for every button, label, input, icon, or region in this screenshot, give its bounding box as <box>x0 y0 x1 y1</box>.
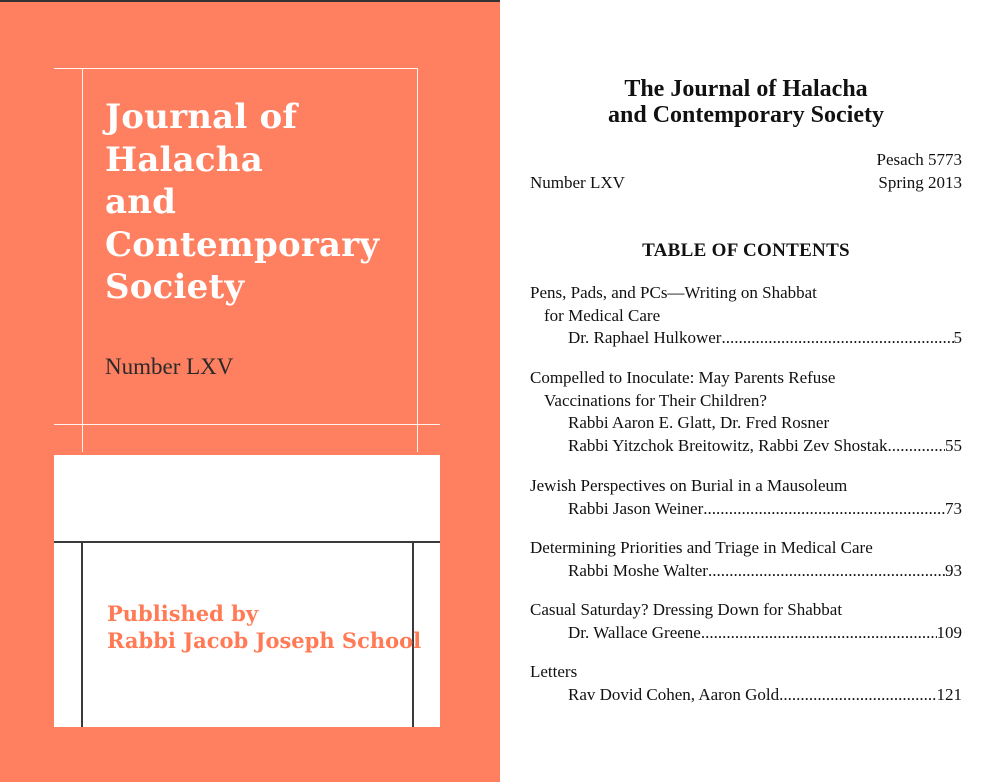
dot-leader <box>703 498 945 521</box>
entry-author: Dr. Wallace Greene <box>568 622 701 642</box>
cover-title-line: Halacha <box>105 139 263 180</box>
entry-author-row <box>530 684 962 707</box>
toc-entry <box>530 537 962 582</box>
toc-entry <box>530 475 962 520</box>
cover-issue-number: Number LXV <box>105 354 234 379</box>
dot-leader <box>721 327 953 350</box>
entry-author: Rabbi Aaron E. Glatt, Dr. Fred Rosner <box>568 413 830 432</box>
entry-author-row <box>530 327 962 350</box>
entry-title-line: Determining Priorities and Triage in Medical Care <box>530 538 873 557</box>
table-of-contents-page <box>500 0 1004 782</box>
dot-leader <box>701 622 937 645</box>
cover-publisher <box>107 600 421 654</box>
entry-page-number: 55 <box>945 435 962 455</box>
issue-number: Number LXV <box>530 173 625 192</box>
journal-cover <box>0 0 500 782</box>
entry-title-line: Compelled to Inoculate: May Parents Refuse <box>530 368 836 387</box>
cover-title-line: Journal of <box>105 97 298 137</box>
cover-panel-left-post <box>81 541 83 727</box>
dot-leader <box>888 435 946 458</box>
dot-leader <box>779 684 936 707</box>
cover-frame-bottom-line <box>54 424 440 425</box>
entry-author-row <box>530 498 962 521</box>
cover-top-border <box>0 0 500 2</box>
entry-author-row <box>530 560 962 583</box>
entry-author: Rabbi Yitzchok Breitowitz, Rabbi Zev Shostak <box>568 435 888 455</box>
cover-title-line: and <box>105 182 177 222</box>
entry-author: Dr. Raphael Hulkower <box>568 328 722 347</box>
entry-title-line: for Medical Care <box>544 305 661 325</box>
entry-title-line: Jewish Perspectives on Burial in a Mausoleum <box>530 476 848 495</box>
cover-title-line: Society <box>105 267 245 307</box>
entry-page-number: 93 <box>945 560 962 580</box>
entry-page-number: 73 <box>945 498 962 518</box>
toc-entry <box>530 367 962 457</box>
entry-title-line: Letters <box>530 662 578 681</box>
toc-heading: TABLE OF CONTENTS <box>642 240 850 261</box>
entry-author: Rav Dovid Cohen, Aaron Gold <box>568 684 780 704</box>
cover-panel-divider <box>54 541 440 543</box>
publisher-line: Published by <box>107 601 259 626</box>
entry-author: Rabbi Jason Weiner <box>568 498 704 518</box>
cover-publisher-panel <box>54 455 440 727</box>
entry-author: Rabbi Moshe Walter <box>568 560 708 580</box>
cover-frame-left-line <box>82 68 83 452</box>
entry-page-number: 109 <box>936 622 962 642</box>
journal-title-line: The Journal of Halacha <box>624 76 868 102</box>
entry-page-number: 121 <box>936 684 962 704</box>
dot-leader <box>708 560 945 583</box>
toc-entry <box>530 599 962 644</box>
publisher-line: Rabbi Jacob Joseph School <box>107 628 422 653</box>
cover-title-line: Contemporary <box>105 224 380 265</box>
journal-title-line: and Contemporary Society <box>608 102 884 128</box>
entry-author-row <box>530 435 962 458</box>
cover-frame-top-line <box>54 68 418 69</box>
issue-holiday: Pesach 5773 <box>876 150 962 169</box>
toc-entry <box>530 282 962 350</box>
cover-title <box>105 96 425 309</box>
entry-page-number: 5 <box>953 328 962 347</box>
entry-title-line: Vaccinations for Their Children? <box>544 390 767 410</box>
entry-author-row <box>530 622 962 645</box>
issue-season: Spring 2013 <box>878 173 962 192</box>
journal-title <box>500 76 992 128</box>
toc-entry <box>530 661 962 706</box>
entry-title-line: Pens, Pads, and PCs—Writing on Shabbat <box>530 283 817 302</box>
entry-title-line: Casual Saturday? Dressing Down for Shabbat <box>530 600 843 619</box>
